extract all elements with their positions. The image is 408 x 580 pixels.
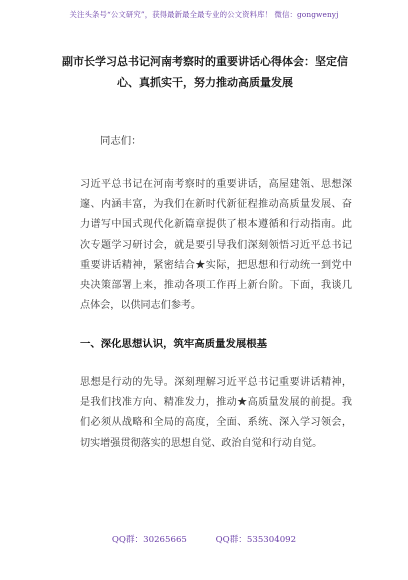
promo-banner: 关注头条号“公文研究”，获得最新最全最专业的公文资料库！ 微信：gongwenyj [69, 10, 339, 19]
salutation: 同志们： [100, 135, 142, 147]
footer-qq-group-2: QQ群：535304092 [215, 535, 297, 545]
paragraph-section-1: 思想是行动的先导。深刻理解习近平总书记重要讲话精神，是我们找准方向、精准发力，推动★高质量发展的前提。我们必须从战略和全局的高度，全面、系统、深入学习领会，切实增强贯彻落实的思想自觉、政治自觉和行动自觉。 [80, 377, 352, 449]
footer-qq-group-1: QQ群：30265665 [111, 535, 187, 545]
paragraph-intro: 习近平总书记在河南考察时的重要讲话，高屋建瓴、思想深邃、内涵丰富，为我们在新时代新征程推动高质量发展、奋力谱写中国式现代化新篇章提供了根本遵循和行动指南。此次专题学习研讨会，就是要引导我们深刻领悟习近平总书记重要讲话精神，紧密结合★实际，把思想和行动统一到党中央决策部署上来，推动各项工作再上新台阶。下面，我谈几点体会，以供同志们参考。 [80, 179, 352, 312]
document-title: 副市长学习总书记河南考察时的重要讲话心得体会：坚定信心、真抓实干，努力推动高质量发展 [62, 55, 348, 89]
section-heading-1: 一、深化思想认识，筑牢高质量发展根基 [80, 338, 268, 350]
footer-contact [0, 533, 408, 545]
